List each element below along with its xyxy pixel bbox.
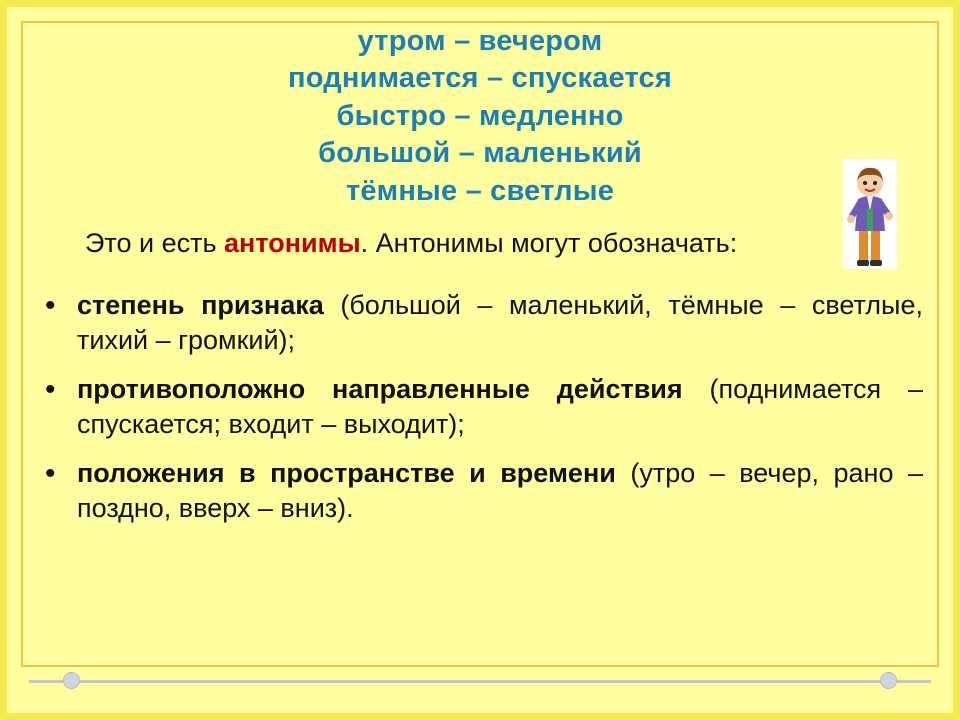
antonym-pair: быстро – медленно xyxy=(336,99,624,132)
meaning-categories-list xyxy=(37,288,923,527)
footer-dot-right xyxy=(880,672,897,689)
list-item-label: степень признака xyxy=(77,289,324,320)
antonym-pair: тёмные – светлые xyxy=(345,174,615,207)
list-item xyxy=(37,456,923,526)
keyword-antonyms: антонимы xyxy=(224,228,361,259)
list-item-examples: (большой – маленький, тёмные – светлые, тихий – громкий); xyxy=(77,289,923,355)
boy-cartoon-icon xyxy=(843,159,897,269)
list-item xyxy=(37,288,923,358)
list-item-examples: (утро – вечер, рано – поздно, вверх – вниз). xyxy=(77,457,923,524)
slide-content xyxy=(7,7,953,526)
list-item-examples: (поднимается – спускается; входит – выходит); xyxy=(77,373,924,439)
intro-paragraph xyxy=(37,226,923,261)
list-item-label: противоположно направленные действия xyxy=(77,373,683,404)
list-item xyxy=(37,372,923,442)
footer-divider xyxy=(29,680,931,683)
intro-text-before: Это и есть xyxy=(85,228,225,259)
list-item-label: положения в пространстве и времени xyxy=(77,457,616,488)
intro-text-after: . Антонимы могут обозначать: xyxy=(360,228,738,259)
antonym-pair: большой – маленький xyxy=(318,137,642,170)
antonym-pair: утром – вечером xyxy=(357,25,603,57)
antonym-pairs-list xyxy=(37,23,923,210)
footer-dot-left xyxy=(63,672,80,689)
antonym-pair: поднимается – спускается xyxy=(288,62,672,95)
